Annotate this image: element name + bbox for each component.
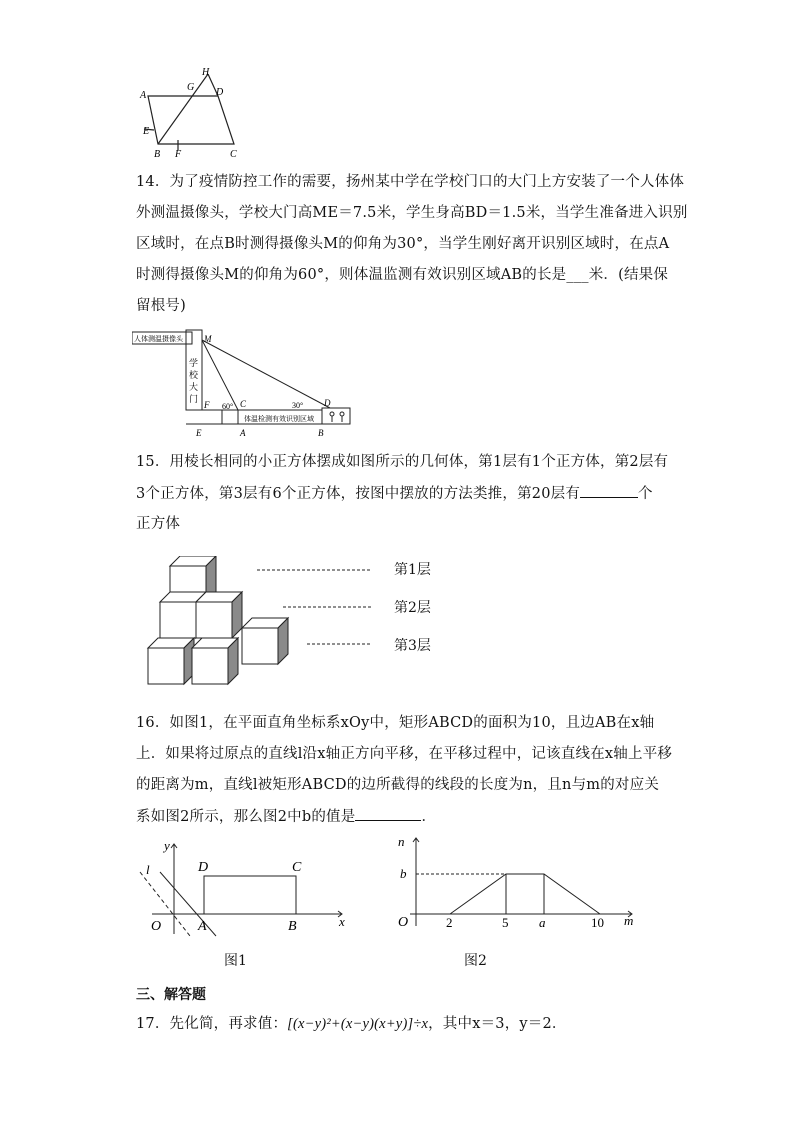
q15-layer-2: 第2层 bbox=[394, 600, 431, 616]
fig2-caption: 图2 bbox=[464, 953, 487, 969]
q14-gate-char-4: 门 bbox=[189, 394, 199, 404]
q15-layer-1: 第1层 bbox=[394, 562, 431, 578]
fig2-label-n: n bbox=[398, 834, 405, 849]
fig13-label-H: H bbox=[202, 67, 210, 78]
q16-line-2: 上．如果将过原点的直线l沿x轴正方向平移，在平移过程中，记该直线在x轴上平移 bbox=[136, 746, 673, 762]
fig1-label-A: A bbox=[198, 919, 207, 934]
q14-label-B: B bbox=[318, 428, 324, 438]
q16-trailing: ． bbox=[421, 809, 437, 825]
cube-layer3-a bbox=[148, 638, 194, 684]
fig2-tick-5: 5 bbox=[502, 915, 509, 930]
fig2-label-m: m bbox=[624, 913, 634, 928]
q15-answer-blank[interactable] bbox=[580, 483, 638, 498]
fig1-label-C: C bbox=[292, 860, 302, 875]
cube-layer2-b bbox=[196, 592, 242, 638]
cube-layer3-b bbox=[192, 638, 238, 684]
q16-answer-blank[interactable] bbox=[355, 806, 421, 821]
q17-line bbox=[136, 1014, 567, 1034]
q14-line-3: 区域时，在点B时测得摄像头M的仰角为30°，当学生刚好离开识别区域时，在点A bbox=[136, 236, 670, 252]
fig13-label-E: E bbox=[143, 126, 150, 137]
q14-angle-30: 30° bbox=[292, 401, 304, 410]
q14-label-D: D bbox=[324, 398, 331, 408]
q14-line-1: 14．为了疫情防控工作的需要，扬州某中学在学校门口的大门上方安装了一个人体体 bbox=[136, 174, 685, 190]
q14-label-E: E bbox=[196, 428, 202, 438]
q15-line-1: 15．用棱长相同的小正方体摆成如图所示的几何体，第1层有1个正方体，第2层有 bbox=[136, 454, 669, 470]
q14-label-C: C bbox=[240, 399, 247, 409]
q14-gate-char-1: 学 bbox=[189, 358, 199, 368]
q16-line-1: 16．如图1，在平面直角坐标系xOy中，矩形ABCD的面积为10，且边AB在x轴 bbox=[136, 715, 655, 731]
q16-line-4: 系如图2所示，那么图2中b的值是 bbox=[136, 809, 356, 825]
fig1-label-O: O bbox=[151, 919, 162, 934]
fig1-label-B: B bbox=[288, 919, 297, 934]
q15-layer-lines bbox=[255, 560, 385, 660]
fig1-label-y: y bbox=[164, 838, 170, 853]
q16-line-3: 的距离为m，直线l被矩形ABCD的边所截得的线段的长度为n，且n与m的对应关 bbox=[136, 777, 660, 793]
fig13-label-G: G bbox=[187, 82, 195, 93]
fig13-label-C: C bbox=[230, 149, 237, 160]
fig1-label-D: D bbox=[198, 860, 209, 875]
q17-suffix: ，其中x＝3，y＝2． bbox=[428, 1016, 567, 1032]
q15-layer-3: 第3层 bbox=[394, 638, 431, 654]
q17-expression: [(x−y)²+(x−y)(x+y)]÷x bbox=[287, 1016, 429, 1032]
fig2-label-b: b bbox=[400, 866, 407, 881]
fig2-tick-a: a bbox=[539, 915, 546, 930]
q14-figure bbox=[132, 326, 368, 442]
q14-line-5: 留根号) bbox=[136, 298, 186, 314]
fig13-parallelogram bbox=[130, 64, 250, 160]
q16-figure-2 bbox=[394, 830, 644, 934]
q15-trailing: 个 bbox=[638, 486, 653, 502]
q14-camera-label: 人体测温摄像头 bbox=[134, 335, 183, 343]
q14-label-F: F bbox=[204, 400, 210, 410]
q17-prefix: 17．先化简，再求值： bbox=[136, 1016, 288, 1032]
fig1-caption: 图1 bbox=[224, 953, 247, 969]
q14-label-A: A bbox=[240, 428, 246, 438]
q14-gate-char-3: 大 bbox=[189, 382, 199, 392]
fig1-label-x: x bbox=[339, 914, 345, 929]
fig13-label-F: F bbox=[175, 149, 182, 160]
fig1-label-l: l bbox=[146, 862, 150, 877]
q16-line-4-wrap bbox=[136, 806, 436, 827]
q14-zone-label: 体温检测有效识别区域 bbox=[244, 415, 314, 423]
q14-label-M: M bbox=[204, 334, 212, 344]
fig13-label-B: B bbox=[154, 149, 161, 160]
fig2-label-O: O bbox=[398, 915, 409, 930]
q14-gate-char-2: 校 bbox=[189, 370, 199, 380]
fig2-tick-10: 10 bbox=[591, 915, 604, 930]
section-3-title: 三、解答题 bbox=[136, 987, 206, 1003]
fig2-tick-2: 2 bbox=[446, 915, 453, 930]
fig13-label-A: A bbox=[140, 90, 147, 101]
fig13-label-D: D bbox=[216, 87, 224, 98]
q14-angle-60: 60° bbox=[222, 402, 234, 411]
q14-line-2: 外测温摄像头，学校大门高ME＝7.5米，学生身高BD＝1.5米，当学生准备进入识别 bbox=[136, 205, 688, 221]
q15-line-3: 正方体 bbox=[136, 516, 181, 532]
q15-line-2: 3个正方体，第3层有6个正方体，按图中摆放的方法类推，第20层有 bbox=[136, 486, 581, 502]
q16-figure-1 bbox=[134, 838, 354, 938]
q15-line-2-wrap bbox=[136, 483, 653, 504]
q14-line-4: 时测得摄像头M的仰角为60°，则体温监测有效识别区域AB的长是___米．(结果保 bbox=[136, 267, 669, 283]
